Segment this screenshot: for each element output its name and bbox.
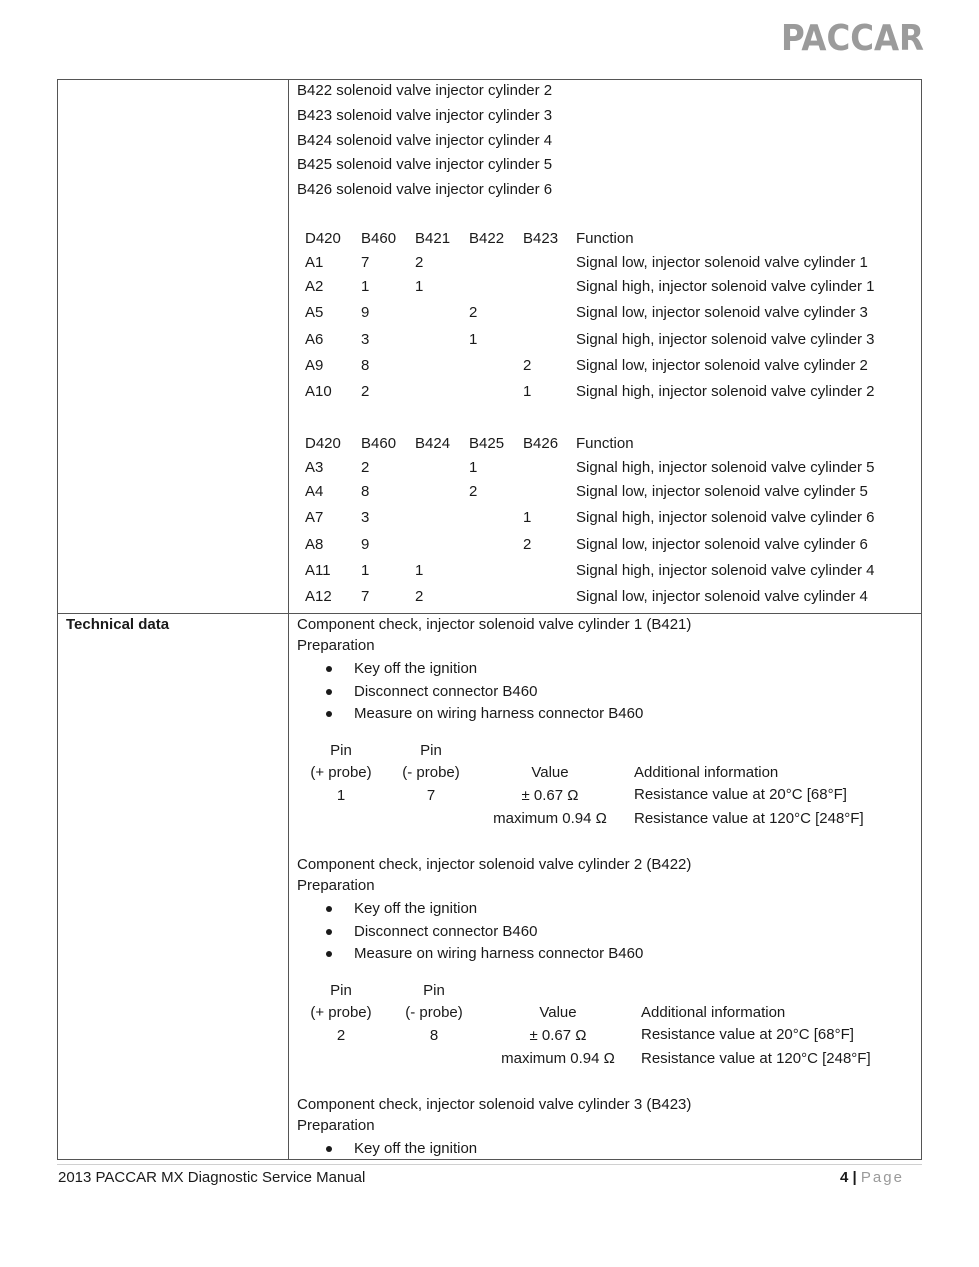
- table-cell: 2: [469, 304, 478, 321]
- resistance-value: ± 0.67 Ω: [521, 787, 579, 804]
- col-header-value: Value: [539, 1004, 577, 1021]
- table-header: B426: [523, 435, 559, 452]
- table-cell: 2: [469, 483, 478, 500]
- table-header: B422: [469, 230, 505, 247]
- table-header: D420: [305, 435, 341, 452]
- table-cell: 1: [523, 383, 532, 400]
- col-header-value: Value: [531, 764, 569, 781]
- table-cell: 2: [523, 357, 532, 374]
- col-header-pin-plus-sub: (+ probe): [310, 1004, 372, 1021]
- table-cell: Signal low, injector solenoid valve cylinder 4: [576, 588, 868, 605]
- additional-info: Resistance value at 120°C [248°F]: [641, 1050, 871, 1067]
- pin-minus-value: 8: [429, 1027, 439, 1044]
- technical-data-label: Technical data: [66, 616, 170, 633]
- table-cell: A2: [305, 278, 324, 295]
- col-header-pin-minus-sub: (- probe): [402, 764, 460, 781]
- preparation-label: Preparation: [297, 637, 375, 654]
- table-cell: Signal high, injector solenoid valve cylinder 6: [576, 509, 875, 526]
- bullet-icon: [326, 666, 332, 672]
- pin-minus-value: 7: [426, 787, 436, 804]
- page-word: Page: [860, 1169, 904, 1186]
- column-divider: [288, 79, 289, 1160]
- table-cell: 1: [361, 562, 370, 579]
- additional-info: Resistance value at 120°C [248°F]: [634, 810, 864, 827]
- table-cell: 1: [469, 459, 478, 476]
- table-header: B424: [415, 435, 451, 452]
- table-cell: Signal low, injector solenoid valve cylinder 2: [576, 357, 868, 374]
- component-line: B425 solenoid valve injector cylinder 5: [297, 156, 553, 173]
- preparation-label: Preparation: [297, 1117, 375, 1134]
- table-cell: Signal low, injector solenoid valve cylinder 1: [576, 254, 868, 271]
- preparation-label: Preparation: [297, 877, 375, 894]
- table-cell: 8: [361, 483, 370, 500]
- additional-info: Resistance value at 20°C [68°F]: [641, 1026, 854, 1043]
- table-cell: 7: [361, 254, 370, 271]
- table-cell: 2: [361, 459, 370, 476]
- check-title: Component check, injector solenoid valve cylinder 2 (B422): [297, 856, 692, 873]
- table-cell: 1: [523, 509, 532, 526]
- table-cell: 1: [469, 331, 478, 348]
- table-cell: 2: [415, 254, 424, 271]
- col-header-pin-minus: Pin: [423, 982, 445, 999]
- table-cell: 3: [361, 331, 370, 348]
- table-cell: Signal high, injector solenoid valve cylinder 2: [576, 383, 875, 400]
- table-cell: A12: [305, 588, 332, 605]
- table-cell: 2: [415, 588, 424, 605]
- pin-plus-value: 1: [336, 787, 346, 804]
- table-cell: A10: [305, 383, 332, 400]
- table-cell: A9: [305, 357, 324, 374]
- table-header: B423: [523, 230, 559, 247]
- table-cell: Signal low, injector solenoid valve cylinder 3: [576, 304, 868, 321]
- col-header-pin-minus: Pin: [420, 742, 442, 759]
- footer-manual-title: 2013 PACCAR MX Diagnostic Service Manual: [58, 1169, 366, 1186]
- resistance-value: ± 0.67 Ω: [529, 1027, 587, 1044]
- col-header-pin-plus: Pin: [330, 742, 352, 759]
- bullet-icon: [326, 711, 332, 717]
- component-line: B424 solenoid valve injector cylinder 4: [297, 132, 553, 149]
- table-cell: 7: [361, 588, 370, 605]
- table-cell: 8: [361, 357, 370, 374]
- col-header-pin-minus-sub: (- probe): [405, 1004, 463, 1021]
- table-header: Function: [576, 230, 634, 247]
- check-title: Component check, injector solenoid valve cylinder 3 (B423): [297, 1096, 692, 1113]
- table-cell: 1: [415, 562, 424, 579]
- row-divider: [57, 613, 922, 614]
- bullet-icon: [326, 929, 332, 935]
- bullet-icon: [326, 1146, 332, 1152]
- table-cell: 2: [523, 536, 532, 553]
- prep-step: Measure on wiring harness connector B460: [354, 705, 644, 722]
- bullet-icon: [326, 689, 332, 695]
- table-header: Function: [576, 435, 634, 452]
- table-cell: A11: [305, 562, 331, 579]
- check-title: Component check, injector solenoid valve cylinder 1 (B421): [297, 616, 692, 633]
- table-header: B460: [361, 435, 397, 452]
- col-header-info: Additional information: [634, 764, 779, 781]
- table-cell: Signal high, injector solenoid valve cylinder 5: [576, 459, 875, 476]
- prep-step: Key off the ignition: [354, 660, 478, 677]
- col-header-pin-plus: Pin: [330, 982, 352, 999]
- page-separator: |: [852, 1169, 857, 1186]
- table-cell: 1: [415, 278, 424, 295]
- table-header: B421: [415, 230, 451, 247]
- table-cell: 1: [361, 278, 370, 295]
- table-cell: A8: [305, 536, 324, 553]
- component-line: B423 solenoid valve injector cylinder 3: [297, 107, 553, 124]
- table-cell: 3: [361, 509, 370, 526]
- additional-info: Resistance value at 20°C [68°F]: [634, 786, 847, 803]
- prep-step: Disconnect connector B460: [354, 683, 538, 700]
- table-header: B425: [469, 435, 505, 452]
- table-cell: A7: [305, 509, 324, 526]
- table-cell: Signal high, injector solenoid valve cylinder 3: [576, 331, 875, 348]
- table-cell: Signal high, injector solenoid valve cylinder 1: [576, 278, 875, 295]
- table-cell: A1: [305, 254, 324, 271]
- table-cell: Signal low, injector solenoid valve cylinder 5: [576, 483, 868, 500]
- footer-page-indicator: [840, 1169, 904, 1187]
- table-cell: Signal high, injector solenoid valve cylinder 4: [576, 562, 875, 579]
- table-cell: 9: [361, 304, 370, 321]
- table-cell: Signal low, injector solenoid valve cylinder 6: [576, 536, 868, 553]
- resistance-value: maximum 0.94 Ω: [493, 810, 607, 827]
- prep-step: Key off the ignition: [354, 1140, 478, 1157]
- table-cell: 9: [361, 536, 370, 553]
- page-number: 4: [840, 1169, 849, 1186]
- table-cell: A3: [305, 459, 324, 476]
- component-line: B426 solenoid valve injector cylinder 6: [297, 181, 553, 198]
- pin-plus-value: 2: [336, 1027, 346, 1044]
- table-header: B460: [361, 230, 397, 247]
- component-line: B422 solenoid valve injector cylinder 2: [297, 82, 553, 99]
- prep-step: Key off the ignition: [354, 900, 478, 917]
- bullet-icon: [326, 951, 332, 957]
- prep-step: Measure on wiring harness connector B460: [354, 945, 644, 962]
- col-header-info: Additional information: [641, 1004, 786, 1021]
- col-header-pin-plus-sub: (+ probe): [310, 764, 372, 781]
- resistance-value: maximum 0.94 Ω: [501, 1050, 615, 1067]
- table-cell: A4: [305, 483, 324, 500]
- paccar-logo: PACCAR: [780, 17, 924, 59]
- footer-divider: [57, 1164, 922, 1165]
- table-cell: A5: [305, 304, 324, 321]
- bullet-icon: [326, 906, 332, 912]
- table-cell: 2: [361, 383, 370, 400]
- prep-step: Disconnect connector B460: [354, 923, 538, 940]
- table-header: D420: [305, 230, 341, 247]
- table-cell: A6: [305, 331, 324, 348]
